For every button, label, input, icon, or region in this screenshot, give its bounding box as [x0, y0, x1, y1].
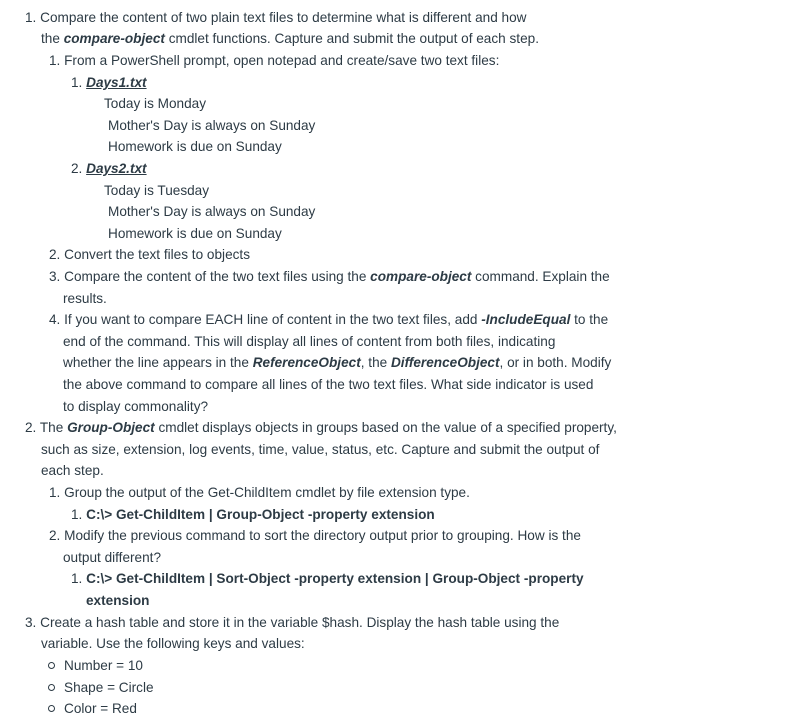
- includeequal-term: -IncludeEqual: [481, 312, 571, 327]
- file-2-line-1: Today is Tuesday: [104, 183, 210, 198]
- item-2-2-command-line-2: extension: [86, 593, 150, 608]
- compare-object-term: compare-object: [370, 269, 472, 284]
- item-1-4-line-2: end of the command. This will display all lines of content from both files, indicating: [63, 334, 556, 349]
- group-object-term: Group-Object: [67, 420, 155, 435]
- file-1-heading: 1. Days1.txt: [71, 75, 147, 90]
- command-text: C:\> Get-ChildItem | Sort-Object -property extension | Group-Object -property: [86, 571, 584, 586]
- item-1-line-2: the compare-object cmdlet functions. Capture and submit the output of each step.: [41, 31, 539, 46]
- command-text: C:\> Get-ChildItem | Group-Object -property extension: [86, 507, 435, 522]
- item-1-line-1: [25, 8, 527, 28]
- item-1-3-line-1: 3. Compare the content of the two text files using the compare-object command. Explain the: [49, 269, 610, 284]
- days1-link[interactable]: Days1.txt: [86, 75, 147, 90]
- item-1-4-line-4: the above command to compare all lines of the two text files. What side indicator is used: [63, 377, 594, 392]
- item-1-4-line-5: to display commonality?: [63, 399, 209, 414]
- item-1-4-line-1: 4. If you want to compare EACH line of content in the two text files, add -IncludeEqual to the: [49, 312, 609, 327]
- item-3-line-2: variable. Use the following keys and values:: [41, 636, 305, 651]
- file-2-heading: 2. Days2.txt: [71, 161, 147, 176]
- item-1-2: 2. Convert the text files to objects: [49, 247, 250, 262]
- bullet-item: Color = Red: [48, 699, 137, 719]
- item-3-number: 3.: [25, 615, 37, 630]
- bullet-circle-icon: [48, 684, 55, 691]
- item-1-3-line-2: results.: [63, 291, 107, 306]
- item-1-4-line-3: whether the line appears in the ReferenceObject, the DifferenceObject, or in both. Modify: [63, 355, 612, 370]
- bullet-circle-icon: [48, 662, 55, 669]
- bullet-item: Number = 10: [48, 656, 143, 676]
- referenceobject-term: ReferenceObject: [252, 355, 361, 370]
- item-1-1: 1. From a PowerShell prompt, open notepad and create/save two text files:: [49, 53, 500, 68]
- item-2-line-2: such as size, extension, log events, time, value, status, etc. Capture and submit the output of: [41, 442, 600, 457]
- item-2-1-command: 1. C:\> Get-ChildItem | Group-Object -property extension: [71, 507, 435, 522]
- item-1-text: Compare the content of two plain text files to determine what is different and how: [40, 10, 527, 25]
- days2-link[interactable]: Days2.txt: [86, 161, 147, 176]
- item-2-line-1: 2. The Group-Object cmdlet displays objects in groups based on the value of a specified property,: [25, 420, 617, 435]
- item-2-2-line-1: 2. Modify the previous command to sort the directory output prior to grouping. How is the: [49, 528, 581, 543]
- bullet-circle-icon: [48, 705, 55, 712]
- bullet-item: Shape = Circle: [48, 678, 154, 698]
- item-2-line-3: each step.: [41, 463, 104, 478]
- item-3-line-1: 3. Create a hash table and store it in the variable $hash. Display the hash table using the: [25, 615, 560, 630]
- file-1-line-1: Today is Monday: [104, 96, 207, 111]
- item-2-2-line-2: output different?: [63, 550, 162, 565]
- file-1-line-3: Homework is due on Sunday: [108, 139, 282, 154]
- item-2-2-command-line-1: 1. C:\> Get-ChildItem | Sort-Object -property extension | Group-Object -property: [71, 571, 584, 586]
- differenceobject-term: DifferenceObject: [390, 355, 500, 370]
- item-2-number: 2.: [25, 420, 37, 435]
- file-1-line-2: Mother's Day is always on Sunday: [108, 118, 316, 133]
- compare-object-term: compare-object: [63, 31, 165, 46]
- item-1-number: 1.: [25, 10, 37, 25]
- item-2-1: 1. Group the output of the Get-ChildItem cmdlet by file extension type.: [49, 485, 470, 500]
- file-2-line-2: Mother's Day is always on Sunday: [108, 204, 316, 219]
- file-2-line-3: Homework is due on Sunday: [108, 226, 282, 241]
